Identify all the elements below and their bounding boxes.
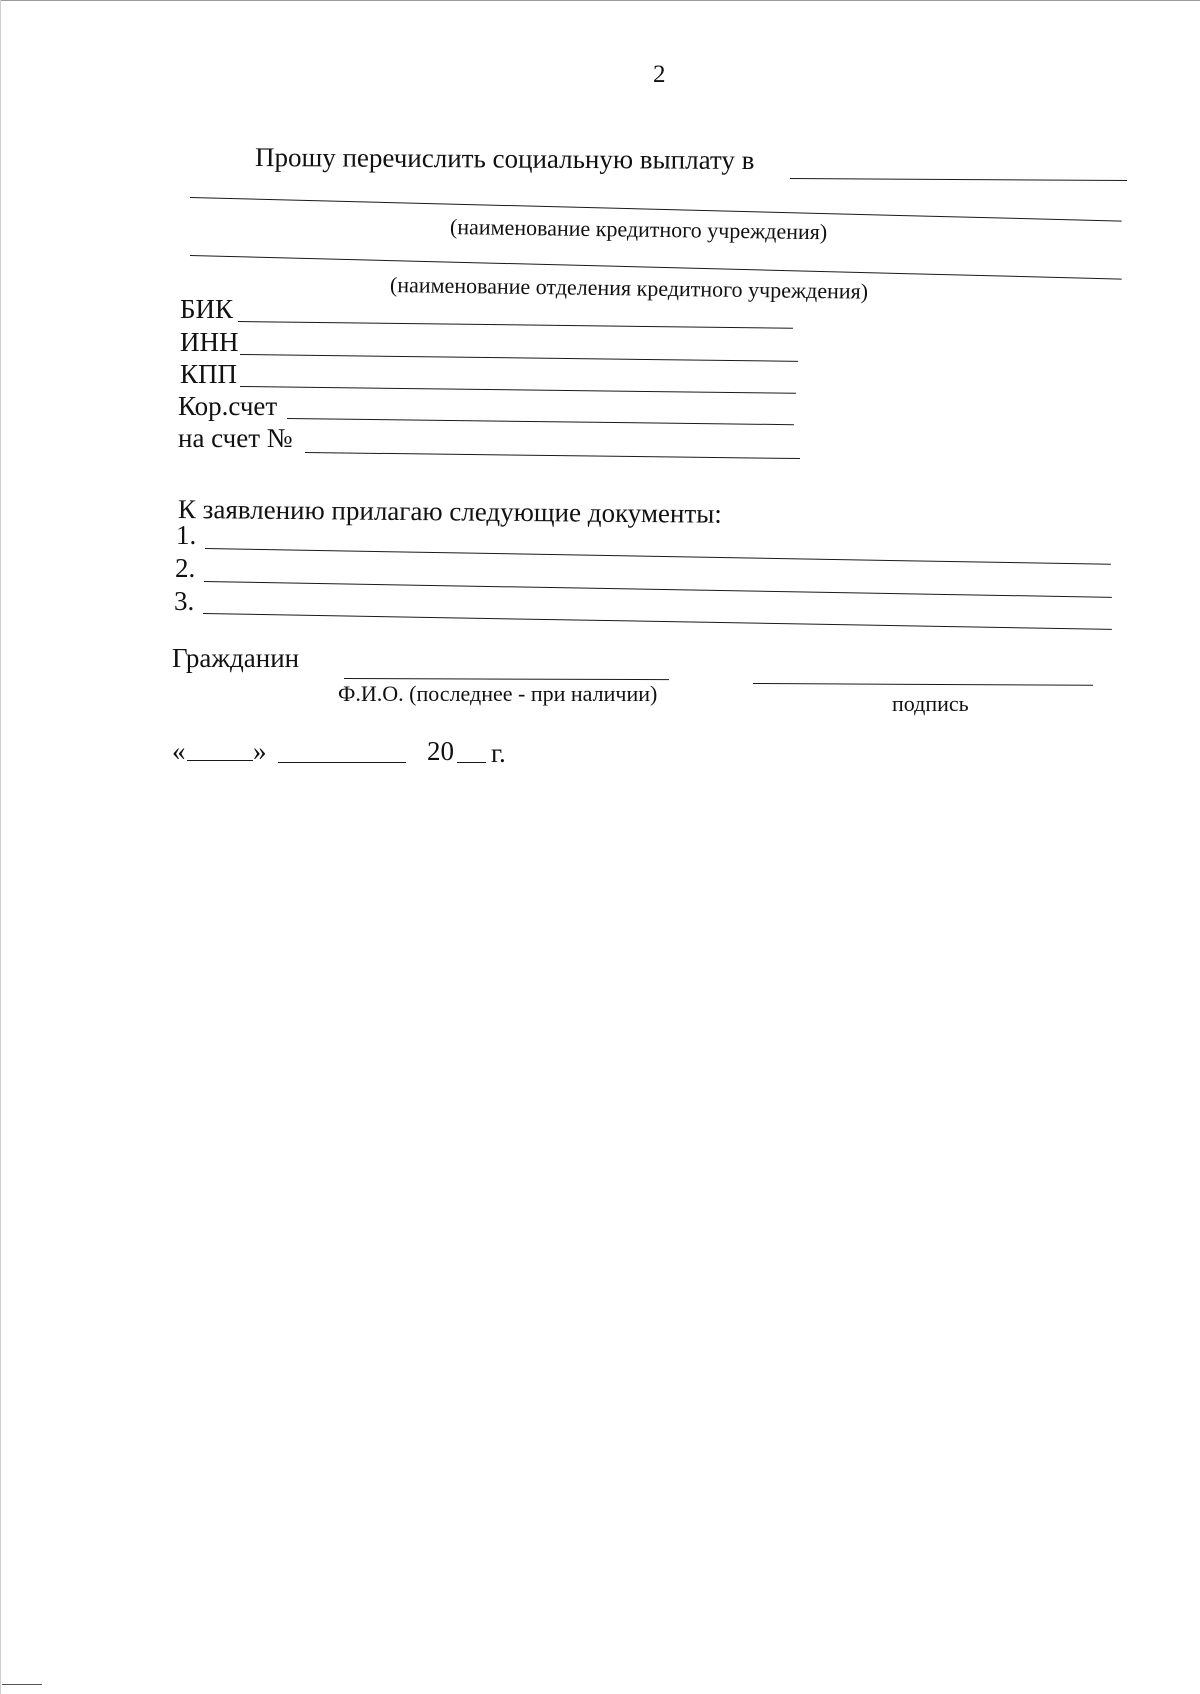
fio-field[interactable] <box>344 678 669 680</box>
credit-institution-caption: (наименование кредитного учреждения) <box>449 214 828 245</box>
kpp-label: КПП <box>180 359 238 389</box>
kpp-field[interactable] <box>240 386 796 394</box>
date-day-field[interactable] <box>187 760 253 761</box>
page-number: 2 <box>653 61 666 88</box>
date-close-quote: » <box>253 736 267 766</box>
credit-branch-caption: (наименование отделения кредитного учреждения) <box>389 272 869 304</box>
attachment-number-3: 3. <box>174 586 195 616</box>
date-month-field[interactable] <box>278 762 406 763</box>
date-year-prefix: 20 <box>427 736 454 766</box>
citizen-label: Гражданин <box>172 643 300 673</box>
account-number-label: на счет № <box>178 423 293 453</box>
scan-edge-mark <box>2 1684 42 1685</box>
date-year-suffix: г. <box>491 738 506 768</box>
attachment-field-1[interactable] <box>205 548 1111 565</box>
attachments-heading: К заявлению прилагаю следующие документы: <box>177 494 723 529</box>
attachment-number-1: 1. <box>176 520 197 550</box>
bik-label: БИК <box>180 294 234 324</box>
corr-account-field[interactable] <box>287 418 794 425</box>
signature-field[interactable] <box>753 683 1093 686</box>
inn-field[interactable] <box>240 354 798 362</box>
corr-account-label: Кор.счет <box>178 391 278 421</box>
attachment-field-3[interactable] <box>203 613 1112 630</box>
attachment-field-2[interactable] <box>204 581 1112 598</box>
request-text: Прошу перечислить социальную выплату в <box>254 142 755 176</box>
page-top-edge <box>0 0 1200 1</box>
date-year-field[interactable] <box>457 762 486 763</box>
account-number-field[interactable] <box>305 452 800 459</box>
fio-caption: Ф.И.О. (последнее - при наличии) <box>338 681 658 706</box>
attachment-number-2: 2. <box>175 553 196 583</box>
credit-institution-blank-1[interactable] <box>790 178 1127 181</box>
signature-caption: подпись <box>892 691 969 716</box>
inn-label: ИНН <box>180 327 239 357</box>
page-left-edge <box>0 0 1 1694</box>
bik-field[interactable] <box>238 321 793 329</box>
date-open-quote: « <box>172 736 186 766</box>
